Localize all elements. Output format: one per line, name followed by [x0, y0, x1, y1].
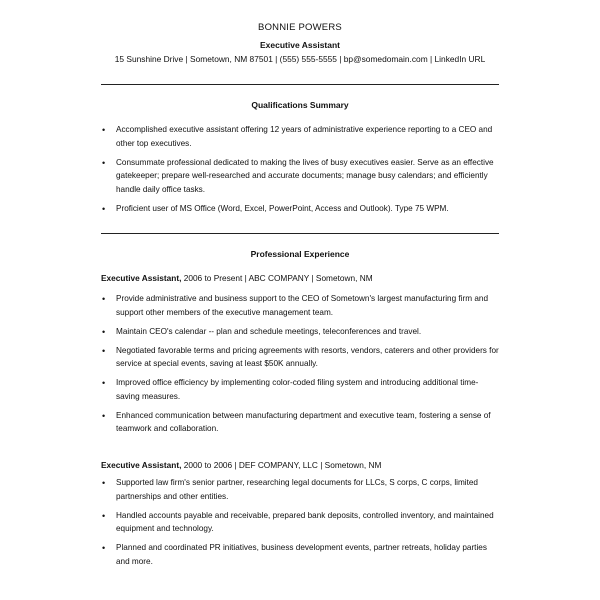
list-item: • Improved office efficiency by implementing color-coded filing system and introducing additional time-saving measures. [102, 378, 479, 401]
list-item: • Proficient user of MS Office (Word, Excel, PowerPoint, Access and Outlook). Type 75 WPM. [101, 202, 501, 216]
job-title: Executive Assistant, [101, 273, 182, 283]
list-item: • Provide administrative and business support to the CEO of Sometown's largest manufacturing firm and support other members of the executive management team. [102, 294, 489, 317]
list-item: • Consummate professional dedicated to making the lives of busy executives easier. Serve as an effective gatekeeper; prepare well-researched and accurate documents; manage busy calendars; and efficiently handle daily office tasks. [102, 157, 494, 194]
job-title: Executive Assistant, [101, 460, 182, 470]
experience-heading: Professional Experience [250, 249, 350, 259]
list-item: • Supported law firm's senior partner, researching legal documents for LLCs, S corps, C corps, limited partnerships and other entities. [102, 478, 478, 501]
job-bullets-list [101, 476, 501, 574]
section-divider [101, 84, 499, 85]
list-item: • Planned and coordinated PR initiatives, business development events, partner retreats, holiday parties and more. [102, 543, 487, 566]
qualifications-list [101, 123, 501, 221]
candidate-title: Executive Assistant [260, 40, 340, 50]
bullet-icon: • [102, 326, 106, 337]
bullet-icon: • [102, 125, 106, 135]
job-details: 2006 to Present | ABC COMPANY | Sometown, NM [181, 273, 373, 283]
list-item: • Negotiated favorable terms and pricing agreements with resorts, vendors, caterers and other providers for service at special events, saving at least $50K annually. [102, 345, 499, 369]
job-bullets-list [101, 292, 501, 441]
bullet-icon: • [102, 378, 106, 389]
candidate-name: BONNIE POWERS [258, 22, 342, 33]
list-item: • Enhanced communication between manufacturing department and executive team, fostering a sense of teamwork and collaboration. [102, 410, 491, 434]
job-details: 2000 to 2006 | DEF COMPANY, LLC | Sometown, NM [181, 460, 382, 470]
bullet-icon: • [102, 345, 106, 356]
qualifications-heading: Qualifications Summary [251, 100, 349, 110]
bullet-icon: • [102, 543, 106, 554]
bullet-icon: • [102, 410, 106, 421]
job-header [101, 273, 373, 284]
bullet-icon: • [102, 294, 106, 304]
bullet-icon: • [102, 203, 106, 214]
section-divider [101, 233, 499, 234]
job-header [101, 460, 381, 471]
bullet-icon: • [102, 510, 106, 521]
list-item: • Accomplished executive assistant offering 12 years of administrative experience reporting to a CEO and other top executives. [102, 125, 493, 148]
contact-line: 15 Sunshine Drive | Sometown, NM 87501 | (555) 555-5555 | bp@somedomain.com | LinkedIn URL [114, 54, 486, 64]
list-item: • Maintain CEO's calendar -- plan and schedule meetings, teleconferences and travel. [101, 325, 501, 339]
list-item: • Handled accounts payable and receivable, prepared bank deposits, controlled inventory, and maintained equipment and technology. [102, 510, 494, 534]
bullet-icon: • [102, 157, 106, 168]
bullet-icon: • [102, 478, 106, 488]
